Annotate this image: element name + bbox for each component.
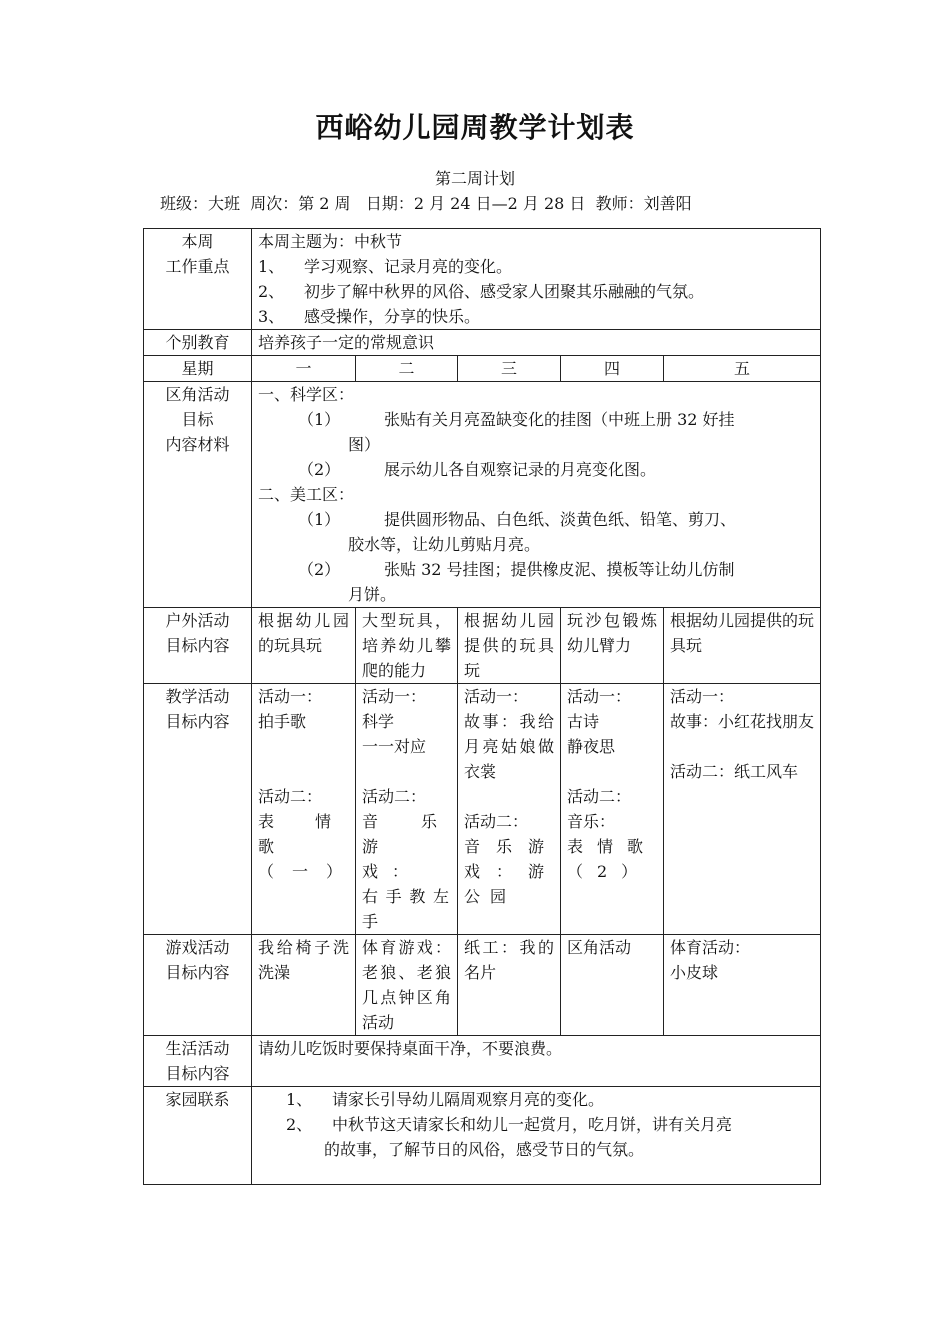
science-area-heading: 一、科学区： — [258, 385, 355, 404]
home-row — [144, 1087, 821, 1185]
game-wed: 纸工：我的名片 — [458, 935, 561, 1036]
focus-item: 1、 学习观察、记录月亮的变化。 — [258, 257, 513, 276]
outdoor-tue: 大型玩具，培养幼儿攀爬的能力 — [356, 608, 458, 684]
life-row — [144, 1036, 821, 1087]
teaching-row — [144, 684, 821, 935]
outdoor-fri: 根据幼儿园提供的玩具玩 — [664, 608, 821, 684]
area-label: 区角活动 目标 内容材料 — [144, 382, 252, 608]
home-item-cont: 的故事，了解节日的风俗，感受节日的气氛。 — [324, 1140, 645, 1159]
teaching-mon: 活动一： 拍手歌 活动二： 表情歌（一） — [252, 684, 356, 935]
art-area-heading: 二、美工区： — [258, 485, 355, 504]
focus-row — [144, 229, 821, 330]
weekday-mon: 一 — [252, 356, 356, 382]
individual-row — [144, 330, 821, 356]
weekday-wed: 三 — [458, 356, 561, 382]
individual-content: 培养孩子一定的常规意识 — [252, 330, 821, 356]
science-item: （1） 张贴有关月亮盈缺变化的挂图（中班上册 32 好挂 — [298, 410, 735, 429]
home-item: 1、 请家长引导幼儿隔周观察月亮的变化。 — [286, 1090, 605, 1109]
page-title: 西峪幼儿园周教学计划表 — [315, 111, 635, 144]
life-content: 请幼儿吃饭时要保持桌面干净，不要浪费。 — [252, 1036, 821, 1087]
science-item-cont: 图） — [348, 435, 381, 454]
plan-subtitle: 第二周计划 — [434, 169, 515, 188]
art-item: （1） 提供圆形物品、白色纸、淡黄色纸、铅笔、剪刀、 — [298, 510, 737, 529]
art-item: （2） 张贴 32 号挂图；提供橡皮泥、摸板等让幼儿仿制 — [298, 560, 735, 579]
home-content — [252, 1087, 821, 1185]
focus-item: 3、 感受操作，分享的快乐。 — [258, 307, 481, 326]
week-field: 周次：第 2 周 — [250, 194, 351, 213]
life-label: 生活活动 目标内容 — [144, 1036, 252, 1087]
teaching-tue: 活动一： 科学 一一对应 活动二： 音乐游戏： 右手教左手 — [356, 684, 458, 935]
teaching-wed: 活动一： 故事：我给月亮姑娘做衣裳 活动二： 音乐游戏：游公园 — [458, 684, 561, 935]
game-mon: 我给椅子洗洗澡 — [252, 935, 356, 1036]
teacher-field: 教师：刘善阳 — [595, 194, 692, 213]
game-tue: 体育游戏：老狼、老狼几点钟区角活动 — [356, 935, 458, 1036]
game-label: 游戏活动 目标内容 — [144, 935, 252, 1036]
science-item: （2） 展示幼儿各自观察记录的月亮变化图。 — [298, 460, 657, 479]
home-label: 家园联系 — [144, 1087, 252, 1185]
outdoor-row — [144, 608, 821, 684]
weekly-plan-table — [143, 228, 821, 1185]
area-row — [144, 382, 821, 608]
weekday-fri: 五 — [664, 356, 821, 382]
game-row — [144, 935, 821, 1036]
focus-content — [252, 229, 821, 330]
outdoor-label: 户外活动 目标内容 — [144, 608, 252, 684]
focus-theme: 本周主题为：中秋节 — [258, 232, 403, 251]
outdoor-mon: 根据幼儿园的玩具玩 — [252, 608, 356, 684]
home-item: 2、 中秋节这天请家长和幼儿一起赏月，吃月饼，讲有关月亮 — [286, 1115, 733, 1134]
teaching-fri: 活动一： 故事：小红花找朋友 活动二：纸工风车 — [664, 684, 821, 935]
outdoor-wed: 根据幼儿园提供的玩具玩 — [458, 608, 561, 684]
individual-label: 个别教育 — [144, 330, 252, 356]
weekday-tue: 二 — [356, 356, 458, 382]
game-fri: 体育活动： 小皮球 — [664, 935, 821, 1036]
weekday-label: 星期 — [144, 356, 252, 382]
date-field: 日期：2 月 24 日—2 月 28 日 — [365, 194, 586, 213]
focus-label: 本周 工作重点 — [144, 229, 252, 330]
teaching-label: 教学活动 目标内容 — [144, 684, 252, 935]
game-thu: 区角活动 — [561, 935, 664, 1036]
art-item-cont: 胶水等，让幼儿剪贴月亮。 — [348, 535, 541, 554]
art-item-cont: 月饼。 — [348, 585, 397, 604]
plan-meta — [160, 191, 692, 214]
focus-item: 2、 初步了解中秋界的风俗、感受家人团聚其乐融融的气氛。 — [258, 282, 705, 301]
teaching-thu: 活动一： 古诗 静夜思 活动二： 音乐： 表情歌（2） — [561, 684, 664, 935]
outdoor-thu: 玩沙包锻炼幼儿臂力 — [561, 608, 664, 684]
class-field: 班级：大班 — [160, 194, 241, 213]
weekday-row — [144, 356, 821, 382]
area-content — [252, 382, 821, 608]
weekday-thu: 四 — [561, 356, 664, 382]
